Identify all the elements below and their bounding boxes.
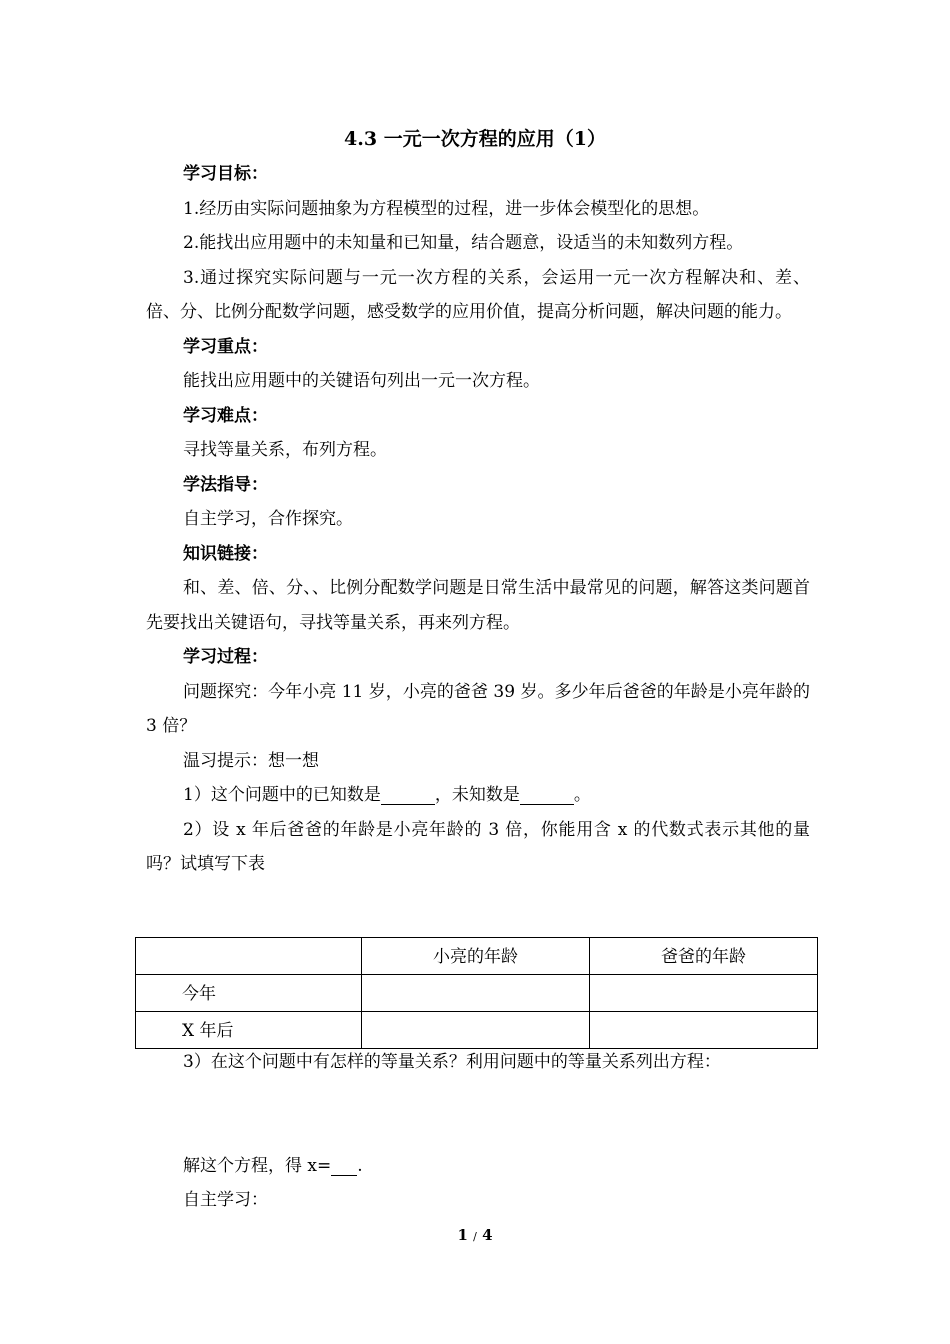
self-study-heading: 自主学习：: [183, 1190, 268, 1210]
problem-statement: 问题探究：今年小亮 11 岁，小亮的爸爸 39 岁。多少年后爸爸的年龄是小亮年龄的 3 倍？: [146, 681, 810, 736]
table-header-cell: 爸爸的年龄: [590, 938, 818, 975]
key-points-heading: 学习重点：: [183, 336, 268, 357]
table-row: [136, 1012, 818, 1049]
solve-period: .: [357, 1155, 363, 1176]
table-row: [136, 975, 818, 1012]
page-separator: /: [473, 1230, 477, 1243]
table-row-label: 今年: [136, 975, 362, 1012]
page-title: 4.3 一元一次方程的应用（1）: [344, 128, 606, 150]
table-header-row: [136, 938, 818, 975]
answer-space: [146, 1080, 810, 1149]
goal-3: 3.通过探究实际问题与一元一次方程的关系，会运用一元一次方程解决和、差、倍、分、比例分配数学问题，感受数学的应用价值，提高分析问题，解决问题的能力。: [146, 267, 810, 322]
document-body-continued: [146, 1045, 810, 1218]
question-1-part-a: 1）这个问题中的已知数是: [183, 785, 381, 805]
table-row-label: X 年后: [136, 1012, 362, 1049]
table-cell[interactable]: [590, 1012, 818, 1049]
key-points-text: 能找出应用题中的关键语句列出一元一次方程。: [183, 371, 540, 391]
table-cell[interactable]: [590, 975, 818, 1012]
known-number-blank[interactable]: [381, 786, 435, 805]
difficulty-text: 寻找等量关系，布列方程。: [183, 440, 387, 460]
document-body: [146, 157, 810, 882]
hint-text: 温习提示：想一想: [183, 750, 319, 771]
method-heading: 学法指导：: [183, 474, 268, 495]
solve-text: 解这个方程，得 x=: [183, 1155, 332, 1176]
question-1-part-c: 。: [573, 785, 591, 805]
knowledge-link-text: 和、差、倍、分、、比例分配数学问题是日常生活中最常见的问题，解答这类问题首先要找出关键语句，寻找等量关系，再来列方程。: [146, 578, 810, 633]
page-number: [0, 1226, 950, 1244]
knowledge-link-heading: 知识链接：: [183, 543, 268, 564]
total-pages: 4: [482, 1226, 493, 1244]
question-2: 2）设 x 年后爸爸的年龄是小亮年龄的 3 倍，你能用含 x 的代数式表示其他的量吗？试填写下表: [146, 819, 810, 874]
table-cell[interactable]: [362, 1012, 590, 1049]
difficulty-heading: 学习难点：: [183, 405, 268, 426]
solution-blank[interactable]: [331, 1157, 357, 1176]
current-page: 1: [457, 1226, 468, 1244]
question-1: [146, 778, 810, 813]
table-cell[interactable]: [362, 975, 590, 1012]
solve-line: [146, 1149, 810, 1184]
goal-1: 1.经历由实际问题抽象为方程模型的过程，进一步体会模型化的思想。: [183, 198, 710, 219]
process-heading: 学习过程：: [183, 647, 268, 667]
age-table: [135, 937, 818, 1049]
goals-heading: 学习目标：: [183, 164, 268, 184]
table-header-cell: 小亮的年龄: [362, 938, 590, 975]
goal-2: 2.能找出应用题中的未知量和已知量，结合题意，设适当的未知数列方程。: [183, 233, 744, 253]
unknown-number-blank[interactable]: [520, 786, 574, 805]
method-text: 自主学习，合作探究。: [183, 509, 353, 529]
question-1-part-b: ，未知数是: [434, 785, 520, 805]
table-header-cell: [136, 938, 362, 975]
question-3: 3）在这个问题中有怎样的等量关系？利用问题中的等量关系列出方程：: [183, 1052, 721, 1072]
